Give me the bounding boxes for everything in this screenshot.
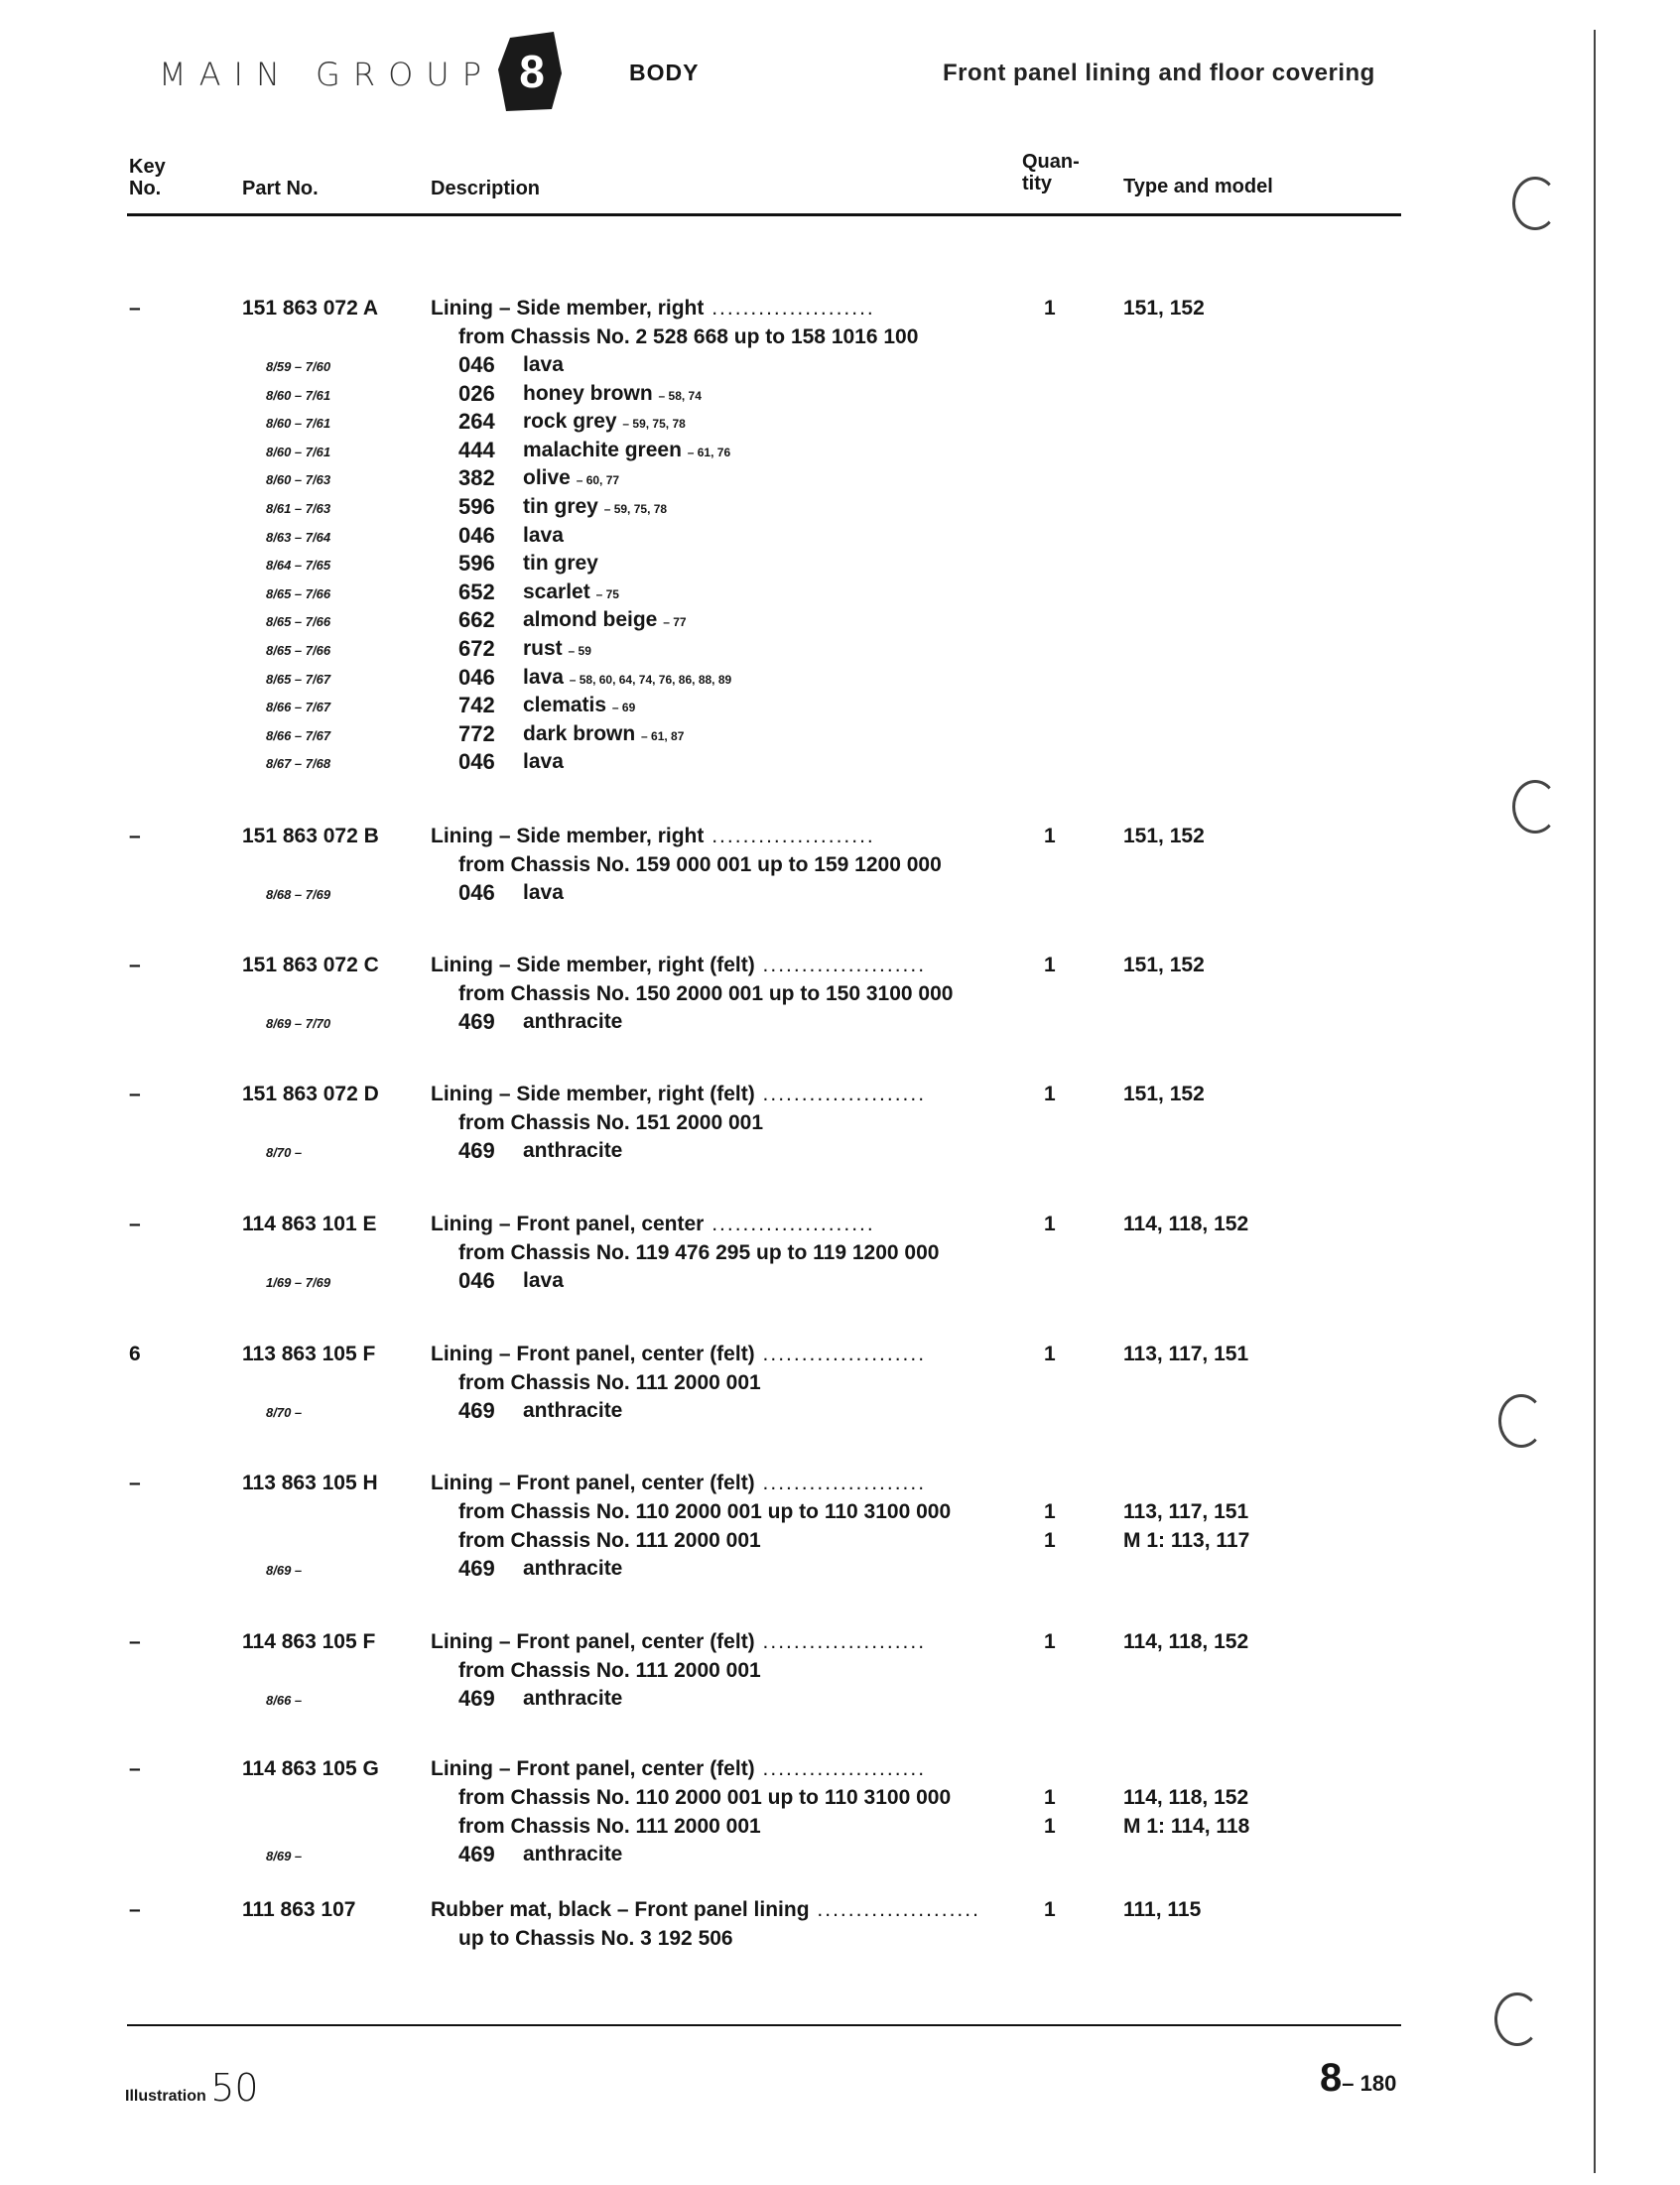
description-text: Lining – Side member, right — [431, 297, 705, 320]
type-model: 114, 118, 152 — [1123, 1630, 1249, 1653]
illustration-reference — [125, 2066, 259, 2110]
col-quantity — [1022, 151, 1080, 194]
date-range: 8/69 – — [266, 1563, 303, 1578]
key-number: – — [129, 1472, 141, 1494]
chassis-range: from Chassis No. 110 2000 001 up to 110 3100 000 — [458, 1786, 952, 1809]
color-name — [523, 437, 730, 467]
binding-edge — [1594, 30, 1596, 2173]
date-range: 8/70 – — [266, 1405, 303, 1420]
part-description — [431, 822, 942, 879]
description-main — [431, 951, 953, 979]
line-quantity: 1 — [1044, 1786, 1056, 1809]
color-name — [523, 351, 564, 380]
description-main — [431, 1895, 980, 1924]
part-description — [431, 1210, 939, 1267]
color-code: 264 — [458, 409, 495, 435]
body-label: BODY — [629, 60, 700, 85]
color-label: anthracite — [523, 1010, 623, 1033]
description-text: Lining – Side member, right — [431, 825, 705, 847]
description-text: Lining – Side member, right (felt) — [431, 1083, 755, 1105]
description-main — [431, 1754, 951, 1783]
color-label: lava — [523, 665, 564, 689]
line-type-model: 113, 117, 151 — [1123, 1500, 1249, 1523]
date-range: 8/63 – 7/64 — [266, 529, 331, 545]
date-range: 8/65 – 7/67 — [266, 671, 331, 687]
color-variant — [0, 748, 1680, 777]
line-quantity: 1 — [1044, 1500, 1056, 1523]
description-text: Lining – Front panel, center (felt) — [431, 1343, 755, 1365]
color-models: – 59, 75, 78 — [622, 417, 686, 432]
page-group: 8 — [1320, 2056, 1343, 2100]
color-name — [523, 380, 702, 411]
illustration-number: 50 — [210, 2066, 259, 2110]
color-code: 469 — [458, 1398, 495, 1423]
leader-dots: ..................... — [704, 825, 875, 847]
chassis-range: from Chassis No. 159 000 001 up to 159 1200 000 — [458, 853, 942, 876]
color-name — [523, 1555, 622, 1584]
color-label: lava — [523, 881, 564, 904]
color-variant — [0, 522, 1680, 551]
key-number: – — [129, 1757, 141, 1780]
color-variant — [0, 1685, 1680, 1714]
color-name — [523, 408, 686, 439]
quantity: 1 — [1044, 1213, 1056, 1235]
color-name — [523, 1841, 622, 1869]
color-label: scarlet — [523, 579, 590, 603]
part-number: 151 863 072 D — [242, 1083, 379, 1105]
key-number: – — [129, 297, 141, 320]
date-range: 8/70 – — [266, 1145, 303, 1160]
color-variant — [0, 550, 1680, 578]
leader-dots: ..................... — [754, 1757, 927, 1780]
col-quantity-line2: tity — [1022, 173, 1052, 194]
col-key-no-line1: Key — [129, 156, 166, 178]
binder-hole — [1512, 177, 1558, 230]
illustration-label: Illustration — [125, 2088, 206, 2105]
color-name — [523, 635, 591, 666]
color-label: malachite green — [523, 438, 682, 461]
date-range: 8/61 – 7/63 — [266, 501, 331, 516]
group-number-badge — [496, 30, 566, 113]
type-model: 111, 115 — [1123, 1898, 1202, 1921]
header-rule — [127, 213, 1401, 216]
color-name — [523, 748, 564, 777]
color-label: almond beige — [523, 608, 658, 632]
part-description — [431, 1469, 951, 1555]
description-text: Lining – Front panel, center — [431, 1213, 705, 1235]
color-code: 652 — [458, 578, 495, 604]
leader-dots: ..................... — [754, 1083, 927, 1105]
description-text: Rubber mat, black – Front panel lining — [431, 1898, 810, 1921]
key-number: – — [129, 954, 141, 976]
leader-dots: ..................... — [754, 1343, 927, 1365]
description-main — [431, 1210, 939, 1238]
color-label: anthracite — [523, 1139, 623, 1162]
description-main — [431, 1627, 926, 1656]
chassis-range: up to Chassis No. 3 192 506 — [458, 1927, 733, 1950]
description-main — [431, 1469, 951, 1497]
color-models: – 61, 87 — [641, 728, 685, 743]
type-model: 114, 118, 152 — [1123, 1213, 1249, 1235]
date-range: 8/64 – 7/65 — [266, 558, 331, 574]
color-name — [523, 606, 687, 637]
color-models: – 77 — [663, 615, 687, 630]
color-label: tin grey — [523, 552, 598, 576]
date-range: 8/59 – 7/60 — [266, 359, 331, 374]
color-code: 046 — [458, 880, 495, 905]
color-code: 046 — [458, 352, 495, 377]
part-number: 151 863 072 B — [242, 825, 379, 847]
part-description — [431, 951, 953, 1008]
part-description — [431, 1754, 951, 1841]
part-number: 113 863 105 H — [242, 1472, 378, 1494]
color-name — [523, 879, 564, 908]
color-name — [523, 664, 731, 695]
color-name — [523, 1267, 564, 1296]
date-range: 1/69 – 7/69 — [266, 1275, 331, 1290]
col-description: Description — [431, 178, 541, 199]
col-quantity-line1: Quan- — [1022, 151, 1080, 173]
chassis-range: from Chassis No. 151 2000 001 — [458, 1111, 764, 1134]
color-label: lava — [523, 1269, 564, 1292]
col-type-model: Type and model — [1123, 176, 1273, 197]
page-number — [1320, 2056, 1396, 2101]
quantity: 1 — [1044, 1898, 1056, 1921]
color-code: 596 — [458, 494, 495, 519]
color-code: 046 — [458, 522, 495, 548]
color-variant — [0, 380, 1680, 409]
group-number: 8 — [519, 46, 545, 97]
color-label: lava — [523, 523, 564, 547]
color-label: anthracite — [523, 1557, 623, 1580]
part-number: 114 863 105 F — [242, 1630, 376, 1653]
color-code: 772 — [458, 720, 495, 746]
type-model: 151, 152 — [1123, 297, 1205, 320]
color-models: – 69 — [611, 701, 636, 715]
color-label: clematis — [523, 694, 607, 717]
color-models: – 58, 60, 64, 74, 76, 86, 88, 89 — [569, 672, 732, 687]
color-variant — [0, 1267, 1680, 1296]
chassis-range: from Chassis No. 150 2000 001 up to 150 3100 000 — [458, 982, 954, 1005]
chassis-range: from Chassis No. 2 528 668 up to 158 1016 100 — [458, 325, 919, 348]
type-model: 113, 117, 151 — [1123, 1343, 1249, 1365]
section-title: Front panel lining and floor covering — [943, 60, 1375, 86]
color-variant — [0, 437, 1680, 465]
key-number: – — [129, 1083, 141, 1105]
color-name — [523, 1008, 622, 1037]
color-label: lava — [523, 750, 564, 774]
main-group-label: MAIN GROUP — [159, 56, 494, 93]
description-text: Lining – Front panel, center (felt) — [431, 1757, 755, 1780]
part-description — [431, 1895, 980, 1953]
key-number: 6 — [129, 1343, 141, 1365]
color-code: 046 — [458, 664, 495, 690]
group-badge-icon — [496, 30, 566, 113]
part-number: 113 863 105 F — [242, 1343, 376, 1365]
color-models: – 59 — [568, 644, 591, 658]
part-number: 151 863 072 A — [242, 297, 379, 320]
color-variant — [0, 1555, 1680, 1584]
binder-hole — [1498, 1394, 1544, 1448]
color-code: 662 — [458, 607, 495, 633]
part-description — [431, 1340, 926, 1397]
type-model: 151, 152 — [1123, 954, 1205, 976]
color-variant — [0, 493, 1680, 522]
color-variant — [0, 351, 1680, 380]
color-code: 046 — [458, 749, 495, 775]
key-number: – — [129, 1898, 141, 1921]
color-label: dark brown — [523, 721, 636, 745]
color-code: 596 — [458, 551, 495, 577]
description-main — [431, 822, 942, 850]
part-number: 111 863 107 — [242, 1898, 356, 1921]
date-range: 8/67 – 7/68 — [266, 756, 331, 772]
description-main — [431, 1340, 926, 1368]
color-variant — [0, 578, 1680, 607]
leader-dots: ..................... — [809, 1898, 980, 1921]
part-number: 114 863 105 G — [242, 1757, 379, 1780]
col-key-no-line2: No. — [129, 178, 162, 199]
date-range: 8/65 – 7/66 — [266, 585, 331, 601]
color-code: 444 — [458, 437, 495, 462]
color-code: 742 — [458, 693, 495, 718]
color-name — [523, 1137, 622, 1166]
line-type-model: 114, 118, 152 — [1123, 1786, 1249, 1809]
chassis-range: from Chassis No. 119 476 295 up to 119 1200 000 — [458, 1241, 940, 1264]
color-name — [523, 550, 598, 578]
color-variant — [0, 879, 1680, 908]
color-variant — [0, 1841, 1680, 1869]
color-label: olive — [523, 466, 571, 490]
quantity: 1 — [1044, 1630, 1056, 1653]
col-key-no — [129, 156, 166, 199]
color-variant — [0, 720, 1680, 749]
date-range: 8/60 – 7/61 — [266, 387, 331, 403]
color-variant — [0, 1397, 1680, 1426]
part-description — [431, 1627, 926, 1685]
date-range: 8/68 – 7/69 — [266, 887, 331, 902]
color-label: rock grey — [523, 410, 617, 434]
color-label: tin grey — [523, 495, 598, 518]
quantity: 1 — [1044, 825, 1056, 847]
date-range: 8/66 – 7/67 — [266, 727, 331, 743]
col-part-no: Part No. — [242, 178, 319, 199]
color-name — [523, 522, 564, 551]
color-code: 026 — [458, 380, 495, 406]
color-variant — [0, 635, 1680, 664]
color-code: 672 — [458, 636, 495, 661]
color-name — [523, 464, 619, 495]
color-variant — [0, 1137, 1680, 1166]
date-range: 8/66 – — [266, 1693, 303, 1708]
chassis-range: from Chassis No. 110 2000 001 up to 110 3100 000 — [458, 1500, 952, 1523]
chassis-range: from Chassis No. 111 2000 001 — [458, 1371, 761, 1394]
color-models: – 58, 74 — [658, 388, 702, 403]
color-label: anthracite — [523, 1687, 623, 1710]
date-range: 8/65 – 7/66 — [266, 614, 331, 630]
date-range: 8/69 – 7/70 — [266, 1016, 331, 1031]
date-range: 8/66 – 7/67 — [266, 700, 331, 715]
color-models: – 75 — [595, 586, 619, 601]
date-range: 8/65 – 7/66 — [266, 643, 331, 658]
color-models: – 60, 77 — [576, 473, 620, 488]
chassis-range: from Chassis No. 111 2000 001 — [458, 1659, 761, 1682]
description-text: Lining – Front panel, center (felt) — [431, 1472, 755, 1494]
part-description — [431, 294, 918, 351]
color-models: – 59, 75, 78 — [603, 502, 668, 516]
line-type-model: M 1: 113, 117 — [1123, 1529, 1250, 1552]
quantity: 1 — [1044, 1343, 1056, 1365]
page-number-sub: – 180 — [1342, 2071, 1397, 2096]
color-code: 469 — [458, 1138, 495, 1163]
date-range: 8/60 – 7/63 — [266, 472, 331, 488]
color-label: anthracite — [523, 1843, 623, 1865]
key-number: – — [129, 825, 141, 847]
leader-dots: ..................... — [754, 1472, 927, 1494]
chassis-range: from Chassis No. 111 2000 001 — [458, 1815, 761, 1838]
date-range: 8/60 – 7/61 — [266, 444, 331, 459]
binder-hole — [1494, 1992, 1540, 2046]
color-variant — [0, 692, 1680, 720]
color-code: 382 — [458, 465, 495, 491]
color-variant — [0, 606, 1680, 635]
quantity: 1 — [1044, 1083, 1056, 1105]
color-code: 469 — [458, 1009, 495, 1034]
color-label: anthracite — [523, 1399, 623, 1422]
leader-dots: ..................... — [704, 1213, 875, 1235]
color-variant — [0, 408, 1680, 437]
color-name — [523, 1685, 622, 1714]
color-label: lava — [523, 353, 564, 376]
leader-dots: ..................... — [754, 954, 927, 976]
color-variant — [0, 1008, 1680, 1037]
color-label: rust — [523, 637, 563, 660]
chassis-range: from Chassis No. 111 2000 001 — [458, 1529, 761, 1552]
color-code: 469 — [458, 1686, 495, 1711]
color-name — [523, 1397, 622, 1426]
color-code: 046 — [458, 1268, 495, 1293]
color-name — [523, 692, 635, 722]
leader-dots: ..................... — [704, 297, 875, 320]
color-code: 469 — [458, 1556, 495, 1581]
key-number: – — [129, 1630, 141, 1653]
description-text: Lining – Side member, right (felt) — [431, 954, 755, 976]
color-label: honey brown — [523, 381, 653, 405]
line-quantity: 1 — [1044, 1815, 1056, 1838]
type-model: 151, 152 — [1123, 825, 1205, 847]
color-name — [523, 578, 619, 609]
color-variant — [0, 464, 1680, 493]
description-text: Lining – Front panel, center (felt) — [431, 1630, 755, 1653]
line-type-model: M 1: 114, 118 — [1123, 1815, 1250, 1838]
part-description — [431, 1080, 926, 1137]
color-models: – 61, 76 — [687, 445, 731, 459]
color-variant — [0, 664, 1680, 693]
color-code: 469 — [458, 1842, 495, 1866]
footer-rule — [127, 2024, 1401, 2026]
leader-dots: ..................... — [754, 1630, 927, 1653]
type-model: 151, 152 — [1123, 1083, 1205, 1105]
date-range: 8/60 – 7/61 — [266, 416, 331, 432]
line-quantity: 1 — [1044, 1529, 1056, 1552]
date-range: 8/69 – — [266, 1849, 303, 1864]
color-name — [523, 720, 684, 751]
quantity: 1 — [1044, 954, 1056, 976]
quantity: 1 — [1044, 297, 1056, 320]
description-main — [431, 1080, 926, 1108]
part-number: 114 863 101 E — [242, 1213, 377, 1235]
description-main — [431, 294, 918, 322]
color-name — [523, 493, 667, 524]
key-number: – — [129, 1213, 141, 1235]
part-number: 151 863 072 C — [242, 954, 379, 976]
binder-hole — [1512, 780, 1558, 834]
